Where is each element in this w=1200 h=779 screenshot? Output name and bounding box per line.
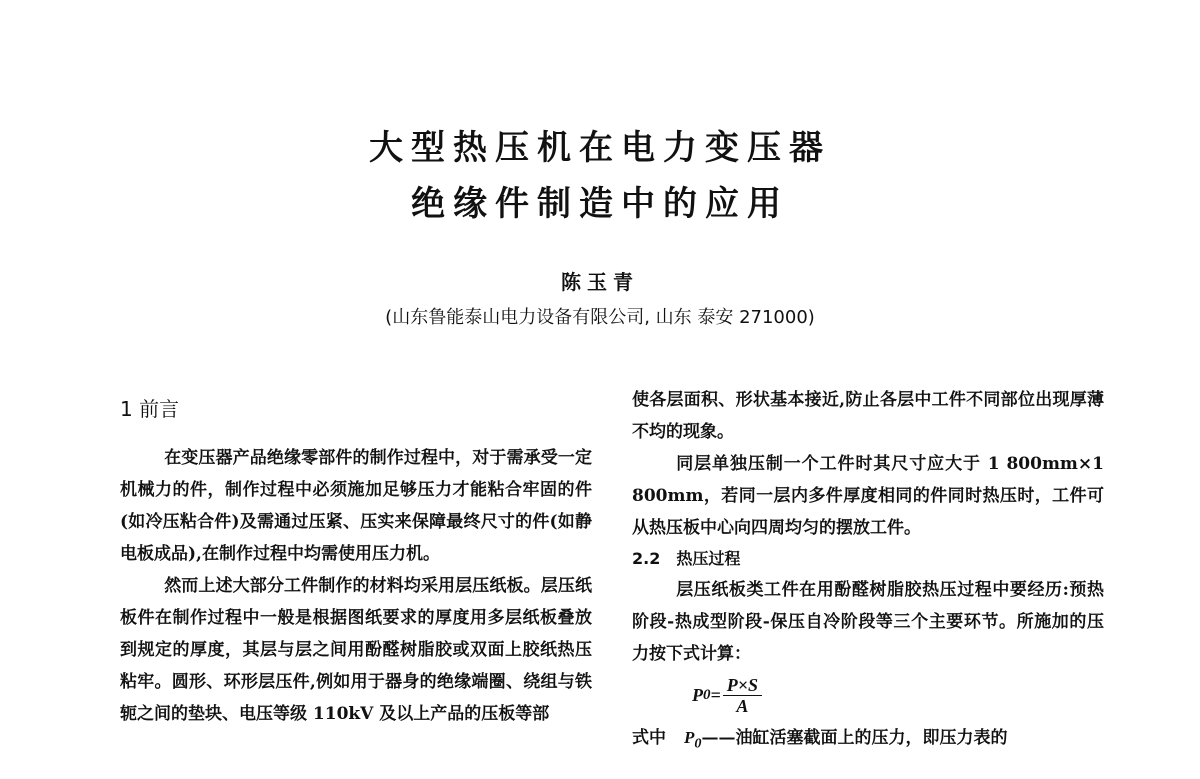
formula-fraction — [723, 675, 762, 716]
formula-denominator: A — [736, 695, 749, 716]
paragraph: 层压纸板类工件在用酚醛树脂胶热压过程中要经历:预热阶段-热成型阶段-保压自冷阶段等三个主要环节。所施加的压力按下式计算： — [632, 580, 1104, 664]
variable-symbol: P — [684, 728, 695, 747]
paragraph: 然而上述大部分工件制作的材料均采用层压纸板。层压纸板件在制作过程中一般是根据图纸要求的厚度用多层纸板叠放到规定的厚度，其层与层之间用酚醛树脂胶或双面上胶纸热压粘牢。圆形、环形层压件,例如用于器身的绝缘端圈、绕组与铁轭之间的垫块、电压等级 110kV 及以上产品的压板等部 — [120, 576, 592, 724]
subsection-heading-hot-pressing: 2.2 热压过程 — [632, 549, 741, 568]
paragraph: 在变压器产品绝缘零部件的制作过程中，对于需承受一定机械力的件，制作过程中必须施加足够压力才能粘合牢固的件(如冷压粘合件)及需通过压紧、压实来保障最终尺寸的件(如静电板成品),在制作过程中均需使用压力机。 — [120, 448, 592, 564]
right-column — [632, 384, 1104, 759]
formula-variable-definition — [632, 722, 1104, 759]
formula-numerator: P×S — [723, 675, 762, 696]
title-line-2: 绝缘件制造中的应用 — [411, 184, 789, 224]
author-name: 陈玉青 — [561, 270, 639, 294]
author-affiliation: (山东鲁能泰山电力设备有限公司, 山东 泰安 271000) — [385, 307, 815, 328]
paper-title — [0, 120, 1200, 232]
formula-equals: = — [710, 684, 721, 705]
section-heading-introduction: 1 前言 — [120, 397, 180, 421]
where-label: 式中 — [632, 728, 666, 748]
pressure-formula — [692, 672, 1104, 718]
formula-lhs: P — [692, 684, 703, 705]
variable-subscript: 0 — [694, 735, 702, 752]
where-variable — [684, 722, 701, 759]
paragraph-continued: 使各层面积、形状基本接近,防止各层中工件不同部位出现厚薄不均的现象。 — [632, 390, 1104, 442]
title-line-1: 大型热压机在电力变压器 — [369, 128, 831, 168]
left-column — [120, 380, 592, 730]
where-description: ——油缸活塞截面上的压力，即压力表的 — [701, 728, 1008, 748]
paragraph: 同层单独压制一个工件时其尺寸应大于 1 800mm×1 800mm，若同一层内多件厚度相同的件同时热压时，工件可从热压板中心向四周均匀的摆放工件。 — [632, 454, 1104, 538]
formula-lhs-subscript: 0 — [703, 686, 711, 703]
